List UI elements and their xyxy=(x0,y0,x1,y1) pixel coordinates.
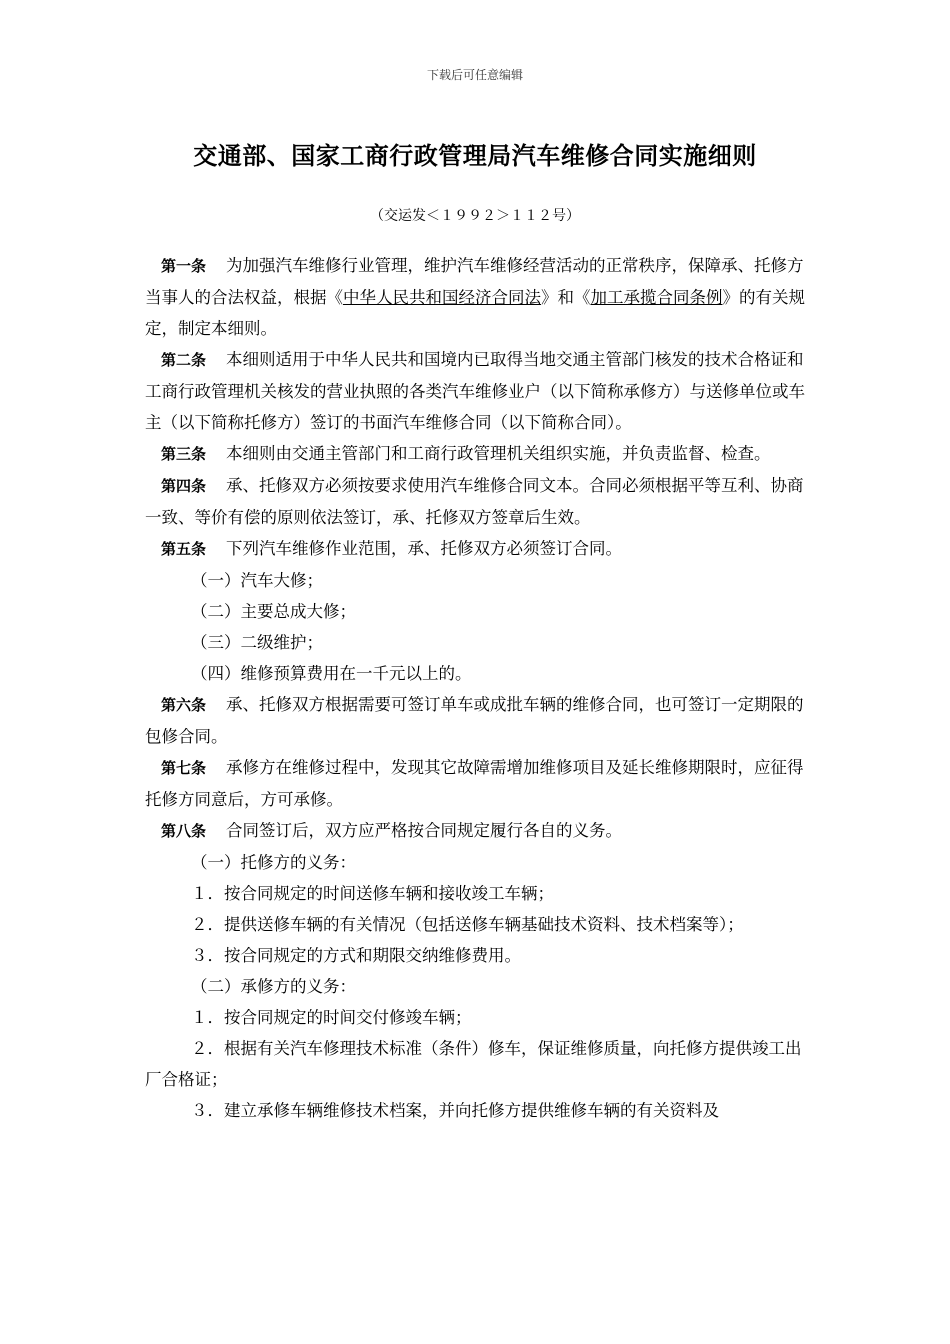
article-text: 下列汽车维修作业范围，承、托修双方必须签订合同。 xyxy=(226,539,623,558)
article-label: 第一条 xyxy=(161,257,207,275)
list-item: ３．按合同规定的方式和期限交纳维修费用。 xyxy=(191,946,521,965)
article-4 xyxy=(145,470,805,533)
article-8 xyxy=(145,815,805,847)
law-link-contract-law[interactable]: 中华人民共和国经济合同法 xyxy=(343,288,541,307)
article-text: 本细则由交通主管部门和工商行政管理机关组织实施，并负责监督、检查。 xyxy=(226,444,771,463)
article-text: 承修方在维修过程中，发现其它故障需增加维修项目及延长维修期限时，应征得托修方同意后，方可承修。 xyxy=(145,758,804,809)
article-text: 》和《 xyxy=(541,288,591,307)
list-item: （二）主要总成大修； xyxy=(191,602,356,621)
list-item: ３．建立承修车辆维修技术档案，并向托修方提供维修车辆的有关资料及 xyxy=(191,1101,719,1120)
article-label: 第七条 xyxy=(161,759,207,777)
list-item: （三）二级维护； xyxy=(191,633,323,652)
article-label: 第二条 xyxy=(161,351,207,369)
article-3 xyxy=(145,438,805,470)
article-5 xyxy=(145,533,805,565)
law-link-processing-regulation[interactable]: 加工承揽合同条例 xyxy=(590,288,723,307)
article-text: 合同签订后，双方应严格按合同规定履行各自的义务。 xyxy=(226,821,623,840)
article-label: 第四条 xyxy=(161,477,207,495)
document-title: 交通部、国家工商行政管理局汽车维修合同实施细则 xyxy=(193,142,757,170)
document-number: （交运发＜１９９２＞１１２号） xyxy=(370,208,580,224)
article-label: 第五条 xyxy=(161,540,207,558)
article-text: 》的有关规定，制定本细则。 xyxy=(145,288,805,338)
list-item: １．按合同规定的时间送修车辆和接收竣工车辆； xyxy=(191,884,554,903)
list-item: （一）汽车大修； xyxy=(191,571,323,590)
article-label: 第六条 xyxy=(161,696,207,714)
list-item: ２．根据有关汽车修理技术标准（条件）修车，保证维修质量，向托修方提供竣工出厂合格证； xyxy=(145,1039,802,1089)
article-2 xyxy=(145,344,805,438)
article-text: 承、托修双方根据需要可签订单车或成批车辆的维修合同，也可签订一定期限的包修合同。 xyxy=(145,695,804,746)
header-note: 下载后可任意编辑 xyxy=(426,68,523,82)
article-label: 第三条 xyxy=(161,445,207,463)
list-item: （四）维修预算费用在一千元以上的。 xyxy=(191,664,472,683)
section-title: （一）托修方的义务： xyxy=(191,853,356,872)
article-label: 第八条 xyxy=(161,822,207,840)
list-item: ２．提供送修车辆的有关情况（包括送修车辆基础技术资料、技术档案等）； xyxy=(191,915,744,934)
section-title: （二）承修方的义务： xyxy=(191,977,356,996)
article-text: 本细则适用于中华人民共和国境内已取得当地交通主管部门核发的技术合格证和工商行政管理机关核发的营业执照的各类汽车维修业户（以下简称承修方）与送修单位或车主（以下简称托修方）签订的书面汽车维修合同（以下简称合同）。 xyxy=(145,350,805,432)
list-item: １．按合同规定的时间交付修竣车辆； xyxy=(191,1008,472,1027)
article-6 xyxy=(145,689,805,752)
article-1 xyxy=(145,250,805,344)
article-text: 承、托修双方必须按要求使用汽车维修合同文本。合同必须根据平等互利、协商一致、等价有偿的原则依法签订，承、托修双方签章后生效。 xyxy=(145,476,804,527)
document-body xyxy=(145,250,805,1126)
article-7 xyxy=(145,752,805,815)
article-text: 为加强汽车维修行业管理，维护汽车维修经营活动的正常秩序，保障承、托修方当事人的合法权益，根据《 xyxy=(145,256,804,307)
